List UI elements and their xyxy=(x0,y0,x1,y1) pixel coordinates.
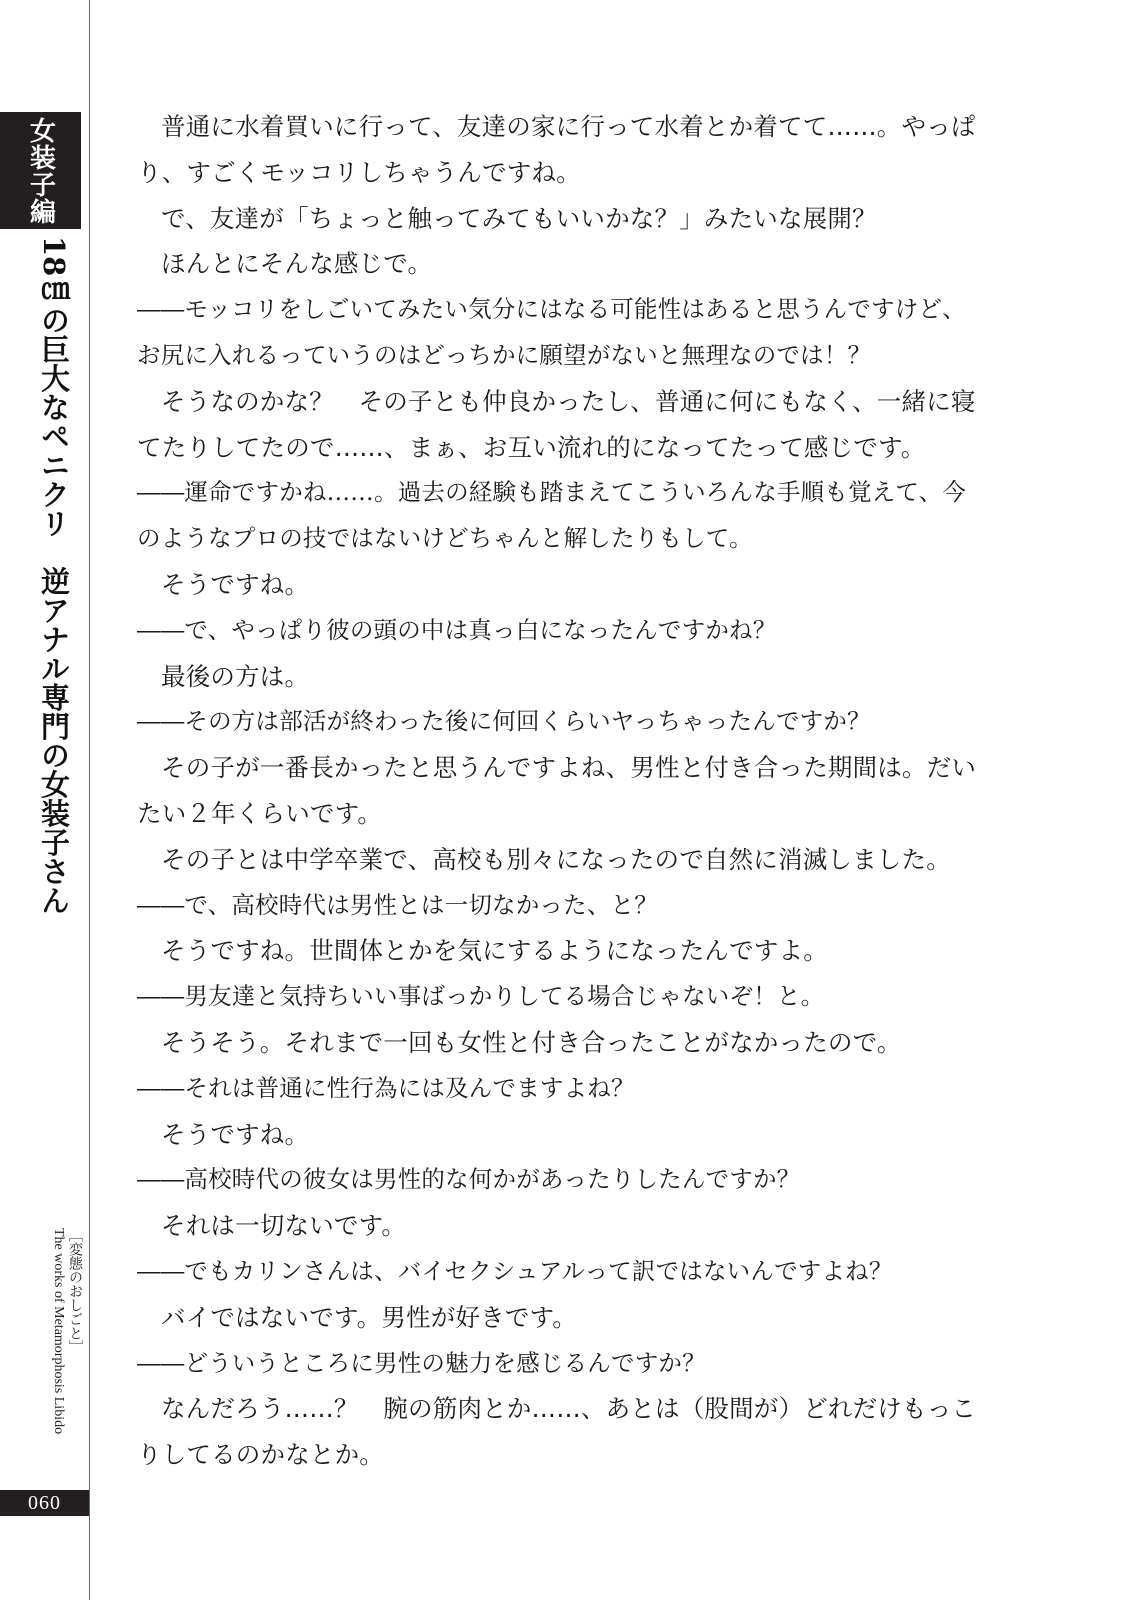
chapter-title-text: 18㎝の巨大なペニクリ 逆アナル専門の女装子さん xyxy=(36,236,71,915)
answer-paragraph: なんだろう……？ 腕の筋肉とか……、あとは（股間が）どれだけもっこりしてるのかなとか。 xyxy=(137,1394,977,1470)
question-paragraph: ――運命ですかね……。過去の経験も踏まえてこういろんな手順も覚えて、今のようなプロの技ではないけどちゃんと解したりもして。 xyxy=(137,478,967,553)
answer-paragraph: その子とは中学卒業で、高校も別々になったので自然に消滅しました。 xyxy=(161,844,951,874)
question-paragraph: ――男友達と気持ちいい事ばっかりしてる場合じゃないぞ！と。 xyxy=(137,982,825,1011)
question-paragraph: ――それは普通に性行為には及んでますよね？ xyxy=(137,1073,635,1102)
chapter-title xyxy=(22,236,84,915)
question-paragraph: ――でもカリンさんは、バイセクシュアルって訳ではないんですよね？ xyxy=(137,1256,893,1285)
section-tab xyxy=(0,112,81,229)
question-paragraph: ――で、高校時代は男性とは一切なかった、と？ xyxy=(137,890,658,919)
question-paragraph: ――その方は部活が終わった後に何回くらいヤっちゃったんですか？ xyxy=(137,707,871,736)
question-paragraph: ――どういうところに男性の魅力を感じるんですか？ xyxy=(137,1348,706,1377)
section-label: 女装子編 xyxy=(25,116,56,225)
question-paragraph: ――で、やっぱり彼の頭の中は真っ白になったんですかね？ xyxy=(137,615,777,644)
answer-paragraph: そうですね。 xyxy=(161,569,310,599)
page-number-box xyxy=(0,1490,89,1516)
answer-paragraph: で、友達が「ちょっと触ってみてもいいかな？」みたいな展開？ xyxy=(161,203,877,233)
question-paragraph: ――モッコリをしごいてみたい気分にはなる可能性はあると思うんですけど、お尻に入れるっていうのはどっちかに願望がないと無理なのでは！？ xyxy=(137,295,966,369)
answer-paragraph: 最後の方は。 xyxy=(161,661,310,691)
answer-paragraph: 普通に水着買いに行って、友達の家に行って水着とか着てて……。やっぱり、すごくモッコリしちゃうんですね。 xyxy=(137,112,976,187)
answer-paragraph: そうなのかな？ その子とも仲良かったし、普通に何にもなく、一緒に寝てたりしてたので……、まぁ、お互い流れ的になってたって感じです。 xyxy=(137,386,976,462)
series-title xyxy=(46,1228,86,1478)
answer-paragraph: そうそう。それまで一回も女性と付き合ったことがなかったので。 xyxy=(161,1027,902,1057)
series-title-en: The works of Metamorphosis Libido xyxy=(51,1228,66,1435)
answer-paragraph: そうですね。 xyxy=(161,1119,310,1149)
question-paragraph: ――高校時代の彼女は男性的な何かがあったりしたんですか？ xyxy=(137,1165,801,1194)
page-number: 060 xyxy=(28,1491,61,1514)
series-title-ja: ［変態のおしごと］ xyxy=(67,1228,82,1354)
answer-paragraph: そうですね。世間体とかを気にするようになったんですよ。 xyxy=(161,936,828,966)
answer-paragraph: それは一切ないです。 xyxy=(161,1211,407,1241)
interview-body xyxy=(137,104,987,1478)
margin-rule xyxy=(89,0,90,1600)
answer-paragraph: バイではないです。男性が好きです。 xyxy=(161,1302,577,1332)
answer-paragraph: その子が一番長かったと思うんですよね、男性と付き合った期間は。だいたい２年くらいです。 xyxy=(137,753,977,828)
answer-paragraph: ほんとにそんな感じで。 xyxy=(161,249,433,279)
